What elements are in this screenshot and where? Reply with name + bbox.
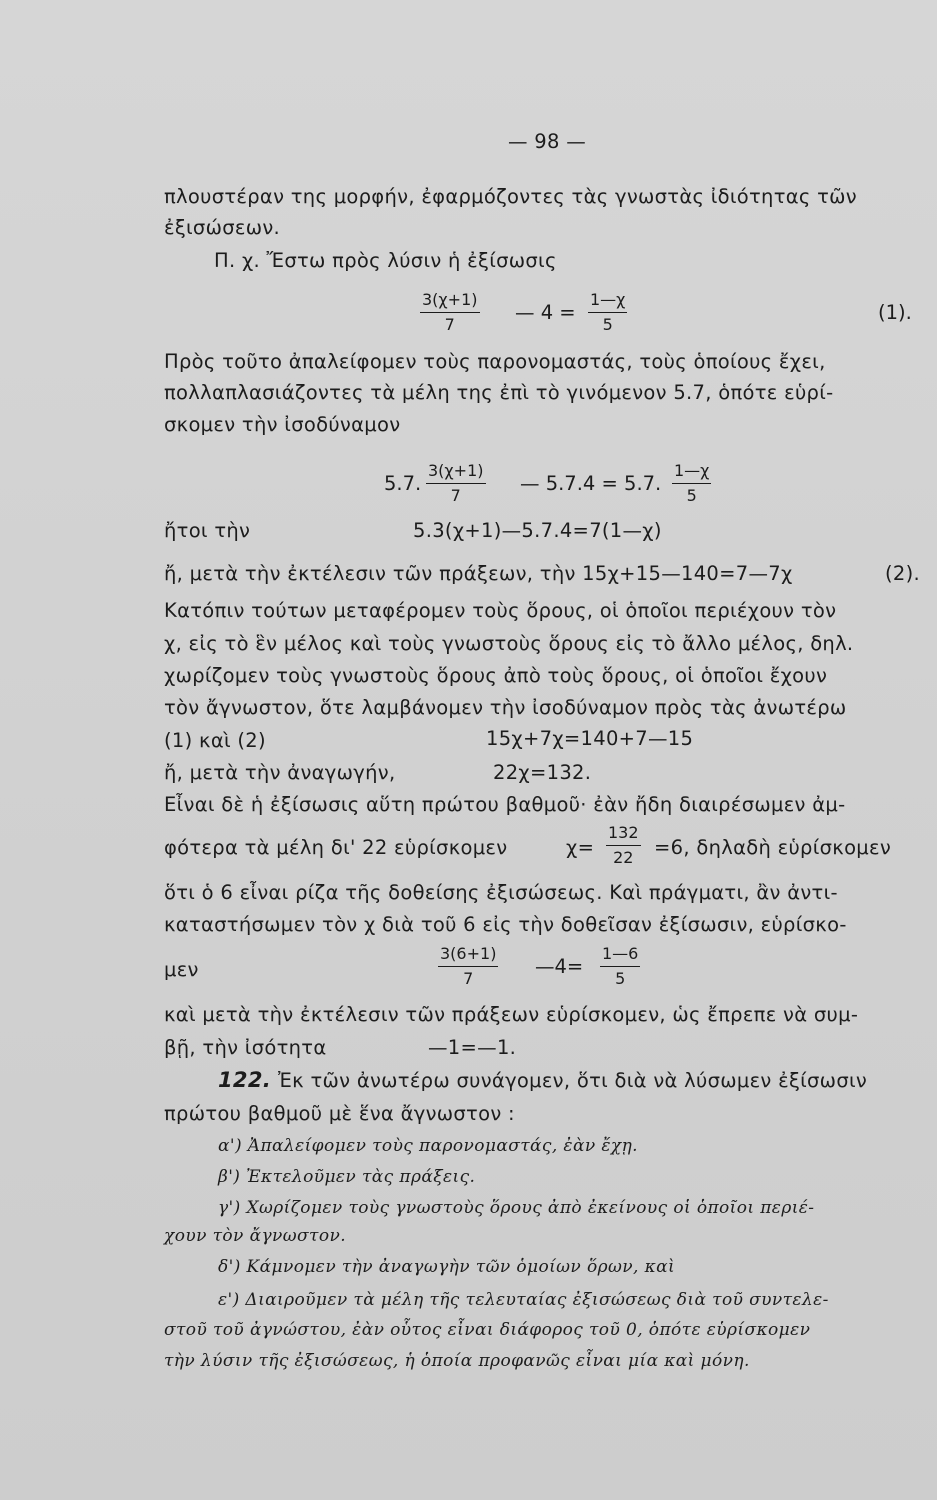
rule-item: α') Ἀπαλείφομεν τοὺς παρονομαστάς, ἐὰν ἔχῃ. [218,1136,638,1156]
equation-text: —4= [535,955,584,978]
page-number: — 98 — [508,130,587,153]
text-line: Πρὸς τοῦτο ἀπαλείφομεν τοὺς παρονομαστάς, τοὺς ὁποίους ἔχει, [164,350,826,373]
denominator: 5 [686,486,697,505]
text-line: πολλαπλασιάζοντες τὰ μέλη της ἐπὶ τὸ γινόμενον 5.7, ὁπότε εὑρί- [164,381,834,404]
denominator: 7 [463,969,474,988]
denominator: 7 [444,315,455,334]
section-number: 122. [218,1068,272,1092]
text-line: καὶ μετὰ τὴν ἐκτέλεσιν τῶν πράξεων εὑρίσκομεν, ὡς ἔπρεπε νὰ συμ- [164,1003,859,1026]
text-line: σκομεν τὴν ἰσοδύναμον [164,413,401,436]
numerator: 132 [606,821,641,846]
denominator: 22 [613,848,634,867]
text-line: καταστήσωμεν τὸν χ διὰ τοῦ 6 εἰς τὴν δοθεῖσαν ἐξίσωσιν, εὑρίσκο- [164,913,847,936]
text-line: βῇ, τὴν ἰσότητα [164,1036,327,1059]
fraction [426,459,486,508]
rule-item: δ') Κάμνομεν τὴν ἀναγωγὴν τῶν ὁμοίων ὅρων, καὶ [218,1257,676,1277]
fraction [600,942,640,991]
rule-item: γ') Χωρίζομεν τοὺς γνωστοὺς ὅρους ἀπὸ ἐκείνους οἱ ὁποῖοι περιέ- [218,1198,815,1218]
fraction [588,288,627,337]
numerator: 1—6 [600,942,640,967]
text-line: πλουστέραν της μορφήν, ἐφαρμόζοντες τὰς γνωστὰς ἰδιότητας τῶν [164,185,858,208]
fraction [672,459,711,508]
denominator: 5 [615,969,626,988]
text-line: Εἶναι δὲ ἡ ἐξίσωσις αὕτη πρώτου βαθμοῦ· ἐὰν ἤδη διαιρέσωμεν ἀμ- [164,793,846,816]
fraction [438,942,498,991]
equation-text: 22χ=132. [493,761,592,784]
text-line: Ἐκ τῶν ἀνωτέρω συνάγομεν, ὅτι διὰ νὰ λύσωμεν ἐξίσωσιν [278,1069,868,1092]
rule-item: ε') Διαιροῦμεν τὰ μέλη τῆς τελευταίας ἐξισώσεως διὰ τοῦ συντελε- [218,1290,829,1310]
text-line: φότερα τὰ μέλη δι' 22 εὑρίσκομεν [164,836,508,859]
text-line: Κατόπιν τούτων μεταφέρομεν τοὺς ὅρους, οἱ ὁποῖοι περιέχουν τὸν [164,599,837,622]
text-line: χωρίζομεν τοὺς γνωστοὺς ὅρους ἀπὸ τοὺς ὅρους, οἱ ὁποῖοι ἔχουν [164,664,828,687]
numerator: 3(χ+1) [420,288,480,313]
numerator: 3(χ+1) [426,459,486,484]
text-line: =6, δηλαδὴ εὑρίσκομεν [654,836,892,859]
text-line: μεν [164,958,199,981]
equation-text: — 4 = [515,301,576,324]
text-line: ὅτι ὁ 6 εἶναι ρίζα τῆς δοθείσης ἐξισώσεως. Καὶ πράγματι, ἂν ἀντι- [164,881,838,904]
rule-item: β') Ἐκτελοῦμεν τὰς πράξεις. [218,1167,476,1187]
numerator: 1—χ [588,288,627,313]
equation-text: χ= [566,836,595,859]
text-line: ἤ, μετὰ τὴν ἀναγωγήν, [164,761,396,784]
fraction [606,821,641,870]
text-line: χ, εἰς τὸ ἓν μέλος καὶ τοὺς γνωστοὺς ὅρους εἰς τὸ ἄλλο μέλος, δηλ. [164,632,854,655]
equation-text: 5.3(χ+1)—5.7.4=7(1—χ) [413,519,662,542]
numerator: 3(6+1) [438,942,498,967]
denominator: 7 [450,486,461,505]
text-line: πρώτου βαθμοῦ μὲ ἕνα ἄγνωστον : [164,1102,515,1125]
equation-text: 5.7. [384,472,422,495]
fraction [420,288,480,337]
text-line: (1) καὶ (2) [164,729,266,752]
numerator: 1—χ [672,459,711,484]
text-line: τὸν ἄγνωστον, ὅτε λαμβάνομεν τὴν ἰσοδύναμον πρὸς τὰς ἀνωτέρω [164,696,847,719]
text-line: ἐξισώσεων. [164,216,281,239]
rule-item: στοῦ τοῦ ἀγνώστου, ἐὰν οὗτος εἶναι διάφορος τοῦ 0, ὁπότε εὑρίσκομεν [164,1320,811,1340]
denominator: 5 [602,315,613,334]
rule-item: χουν τὸν ἄγνωστον. [164,1226,347,1246]
equation-label: (2). [885,562,921,585]
text-line: ἤτοι τὴν [164,519,251,542]
equation-text: — 5.7.4 = 5.7. [520,472,662,495]
rule-item: τὴν λύσιν τῆς ἐξισώσεως, ἡ ὁποία προφανῶς εἶναι μία καὶ μόνη. [164,1351,750,1371]
equation-label: (1). [878,301,912,324]
text-line: Π. χ. Ἔστω πρὸς λύσιν ἡ ἐξίσωσις [214,249,557,272]
equation-text: 15χ+7χ=140+7—15 [486,727,694,750]
text-line: ἤ, μετὰ τὴν ἐκτέλεσιν τῶν πράξεων, τὴν 15χ+15—140=7—7χ [164,562,793,585]
equation-text: —1=—1. [428,1036,517,1059]
